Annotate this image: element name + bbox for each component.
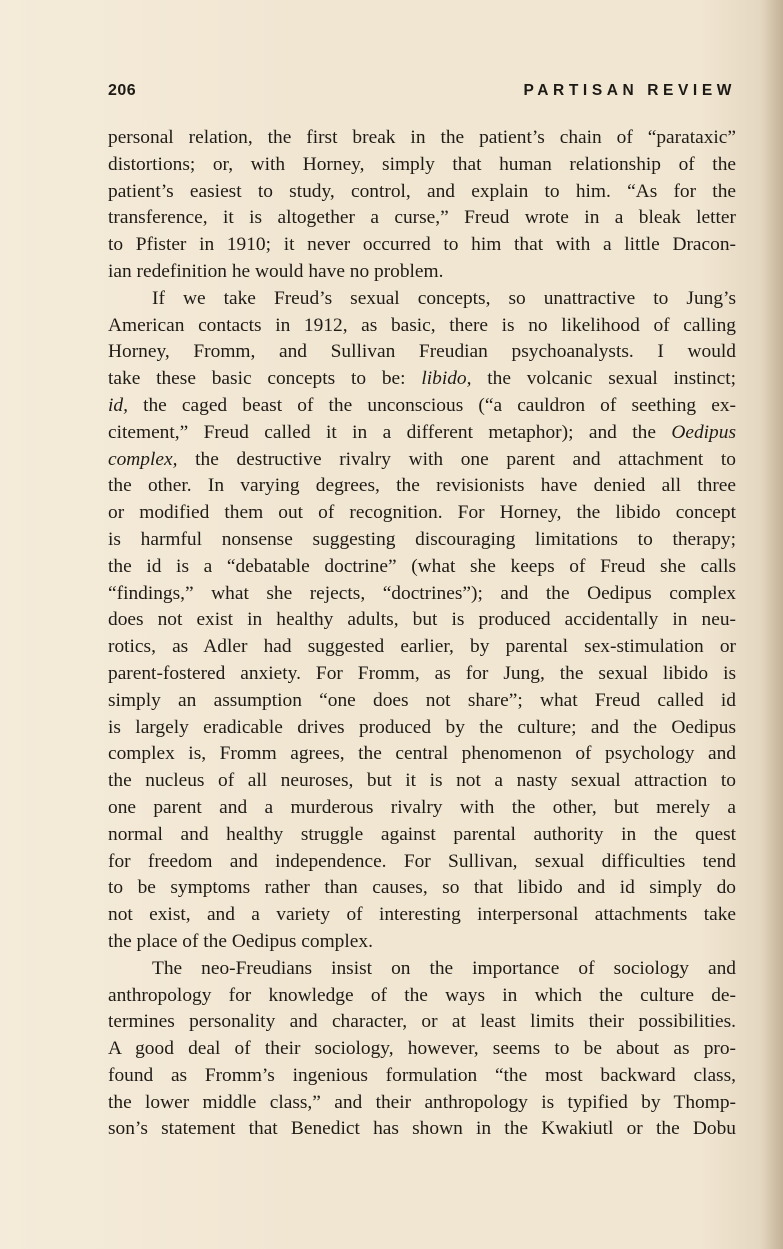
text-line: to Pfister in 1910; it never occurred to him that with a little Dracon-	[108, 234, 736, 256]
text-line: one parent and a murderous rivalry with the other, but merely a	[108, 796, 736, 818]
text-line: to be symptoms rather than causes, so that libido and id simply do	[108, 877, 736, 899]
italic-term: libido,	[421, 368, 472, 390]
text-line: the nucleus of all neuroses, but it is not a nasty sexual attraction to	[108, 770, 736, 792]
italic-term: id,	[108, 394, 128, 416]
text-line: rotics, as Adler had suggested earlier, by parental sex-stimulation or	[108, 636, 736, 658]
text-line: American contacts in 1912, as basic, there is no likelihood of calling	[108, 314, 736, 336]
text-line: does not exist in healthy adults, but is produced accidentally in neu-	[108, 609, 736, 631]
paragraph-3	[108, 956, 736, 1144]
text-line: distortions; or, with Horney, simply that human relationship of the	[108, 153, 736, 175]
text-line: for freedom and independence. For Sullivan, sexual difficulties tend	[108, 850, 736, 872]
text-line: complex is, Fromm agrees, the central phenomenon of psychology and	[108, 743, 736, 765]
text-line: patient’s easiest to study, control, and explain to him. “As for the	[108, 180, 736, 202]
body-text	[108, 125, 736, 1143]
text-line: take these basic concepts to be: libido, the volcanic sexual instinct;	[108, 368, 736, 390]
paragraph-2	[108, 286, 736, 956]
text-line: If we take Freud’s sexual concepts, so unattractive to Jung’s	[152, 287, 736, 309]
text-line: personal relation, the first break in the patient’s chain of “parataxic”	[108, 127, 736, 148]
text-line: is harmful nonsense suggesting discouraging limitations to therapy;	[108, 528, 736, 550]
text-line: “findings,” what she rejects, “doctrines”); and the Oedipus complex	[108, 582, 736, 604]
italic-term: Oedipus	[671, 421, 736, 443]
text-line: the other. In varying degrees, the revisionists have denied all three	[108, 475, 736, 497]
paragraph-1	[108, 125, 736, 286]
page-number: 206	[108, 82, 137, 99]
page-header	[108, 82, 736, 104]
text-line: anthropology for knowledge of the ways in which the culture de-	[108, 984, 736, 1006]
text-line: normal and healthy struggle against parental authority in the quest	[108, 823, 736, 845]
text-line: id, the caged beast of the unconscious (“a cauldron of seething ex-	[108, 394, 736, 416]
text-line: the place of the Oedipus complex.	[108, 930, 373, 952]
running-head: PARTISAN REVIEW	[523, 82, 736, 99]
text-line: The neo-Freudians insist on the importance of sociology and	[152, 957, 736, 979]
text-line: citement,” Freud called it in a different metaphor); and the Oedipus	[108, 421, 736, 443]
text-line: transference, it is altogether a curse,” Freud wrote in a bleak letter	[108, 207, 736, 229]
text-line: not exist, and a variety of interesting interpersonal attachments take	[108, 904, 736, 926]
text-line: Horney, Fromm, and Sullivan Freudian psychoanalysts. I would	[108, 341, 736, 363]
text-line: or modified them out of recognition. For Horney, the libido concept	[108, 502, 736, 524]
text-line: the lower middle class,” and their anthropology is typified by Thomp-	[108, 1091, 736, 1113]
text-line: simply an assumption “one does not share”; what Freud called id	[108, 689, 736, 711]
text-line: son’s statement that Benedict has shown in the Kwakiutl or the Dobu	[108, 1118, 736, 1140]
text-line: parent-fostered anxiety. For Fromm, as for Jung, the sexual libido is	[108, 662, 736, 684]
text-line: found as Fromm’s ingenious formulation “the most backward class,	[108, 1064, 736, 1086]
italic-term: complex,	[108, 448, 178, 470]
text-line: A good deal of their sociology, however, seems to be about as pro-	[108, 1038, 736, 1060]
text-line: ian redefinition he would have no problem.	[108, 260, 444, 282]
text-line: termines personality and character, or at least limits their possibilities.	[108, 1011, 736, 1033]
text-line: the id is a “debatable doctrine” (what she keeps of Freud she calls	[108, 555, 736, 577]
text-line: is largely eradicable drives produced by the culture; and the Oedipus	[108, 716, 736, 738]
text-line: complex, the destructive rivalry with one parent and attachment to	[108, 448, 736, 470]
